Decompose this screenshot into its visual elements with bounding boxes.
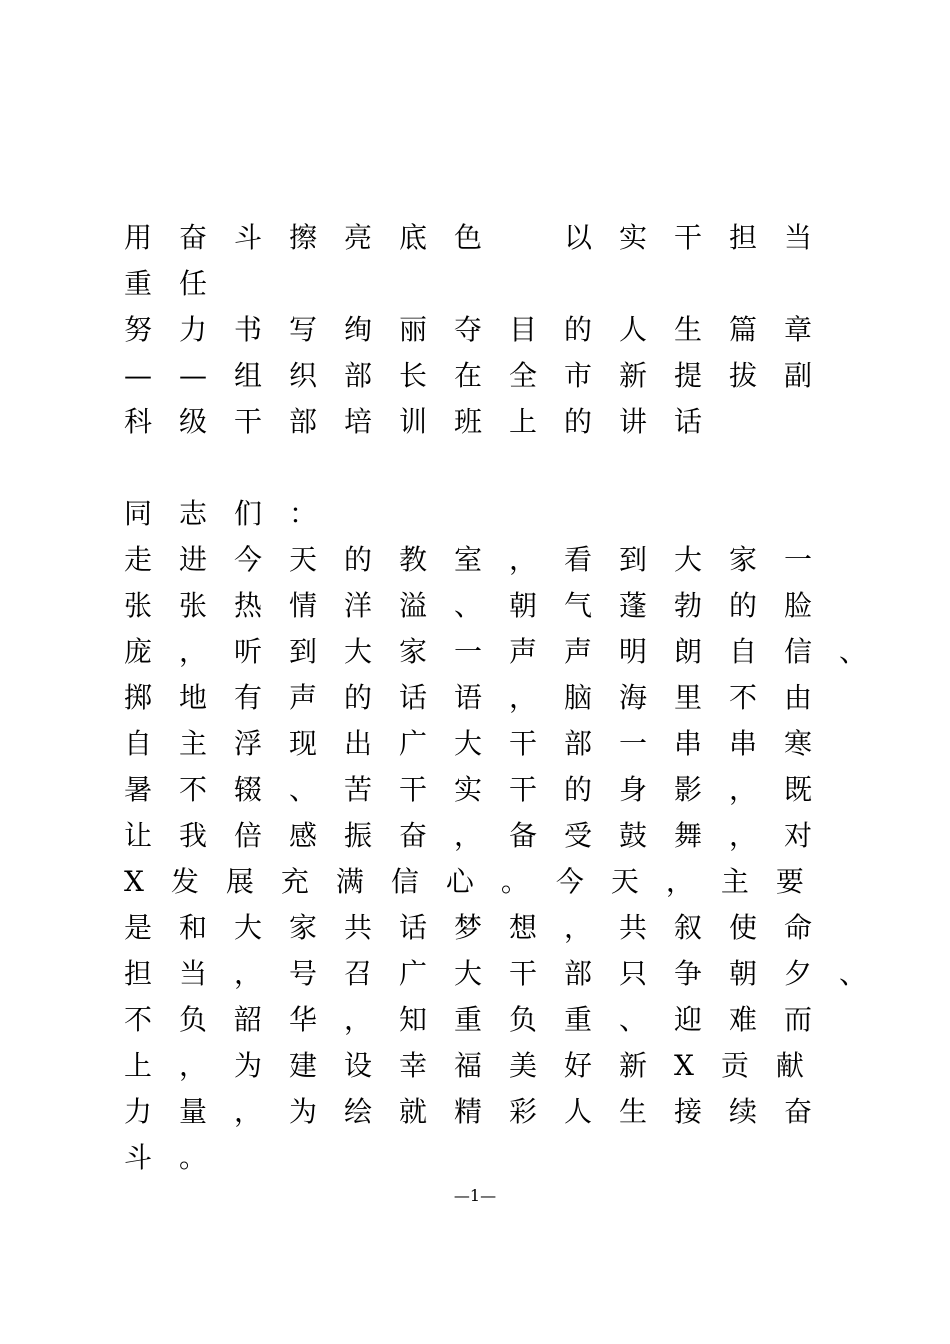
body-line: 张张热情洋溢、朝气蓬勃的脸 xyxy=(124,589,840,622)
salutation: 同志们： xyxy=(124,497,345,530)
title-line: 重任 xyxy=(124,267,235,300)
body-line: 走进今天的教室，看到大家一 xyxy=(124,543,840,576)
body-line: 不负韶华，知重负重、迎难而 xyxy=(124,1003,840,1036)
body-line: 让我倍感振奋，备受鼓舞，对 xyxy=(124,819,840,852)
body-line: 斗。 xyxy=(124,1141,235,1174)
subtitle-line: ——组织部长在全市新提拔副 xyxy=(124,359,840,392)
body-line: 掷地有声的话语，脑海里不由 xyxy=(124,681,840,714)
body-line: 自主浮现出广大干部一串串寒 xyxy=(124,727,840,760)
body-line: 是和大家共话梦想，共叙使命 xyxy=(124,911,840,944)
body-line: 暑不辍、苦干实干的身影，既 xyxy=(124,773,840,806)
title-line: 用奋斗擦亮底色 以实干担当 xyxy=(124,221,840,254)
body-line: 庞，听到大家一声声明朗自信、 xyxy=(124,635,895,668)
subtitle-line: 科级干部培训班上的讲话 xyxy=(124,405,730,438)
title-line: 努力书写绚丽夺目的人生篇章 xyxy=(124,313,840,346)
body-line: 上，为建设幸福美好新X贡献 xyxy=(124,1049,831,1082)
body-line: 担当，号召广大干部只争朝夕、 xyxy=(124,957,895,990)
body-line: 力量，为绘就精彩人生接续奋 xyxy=(124,1095,840,1128)
page-number: —1— xyxy=(453,1186,497,1205)
body-line: X发展充满信心。今天，主要 xyxy=(124,865,831,898)
